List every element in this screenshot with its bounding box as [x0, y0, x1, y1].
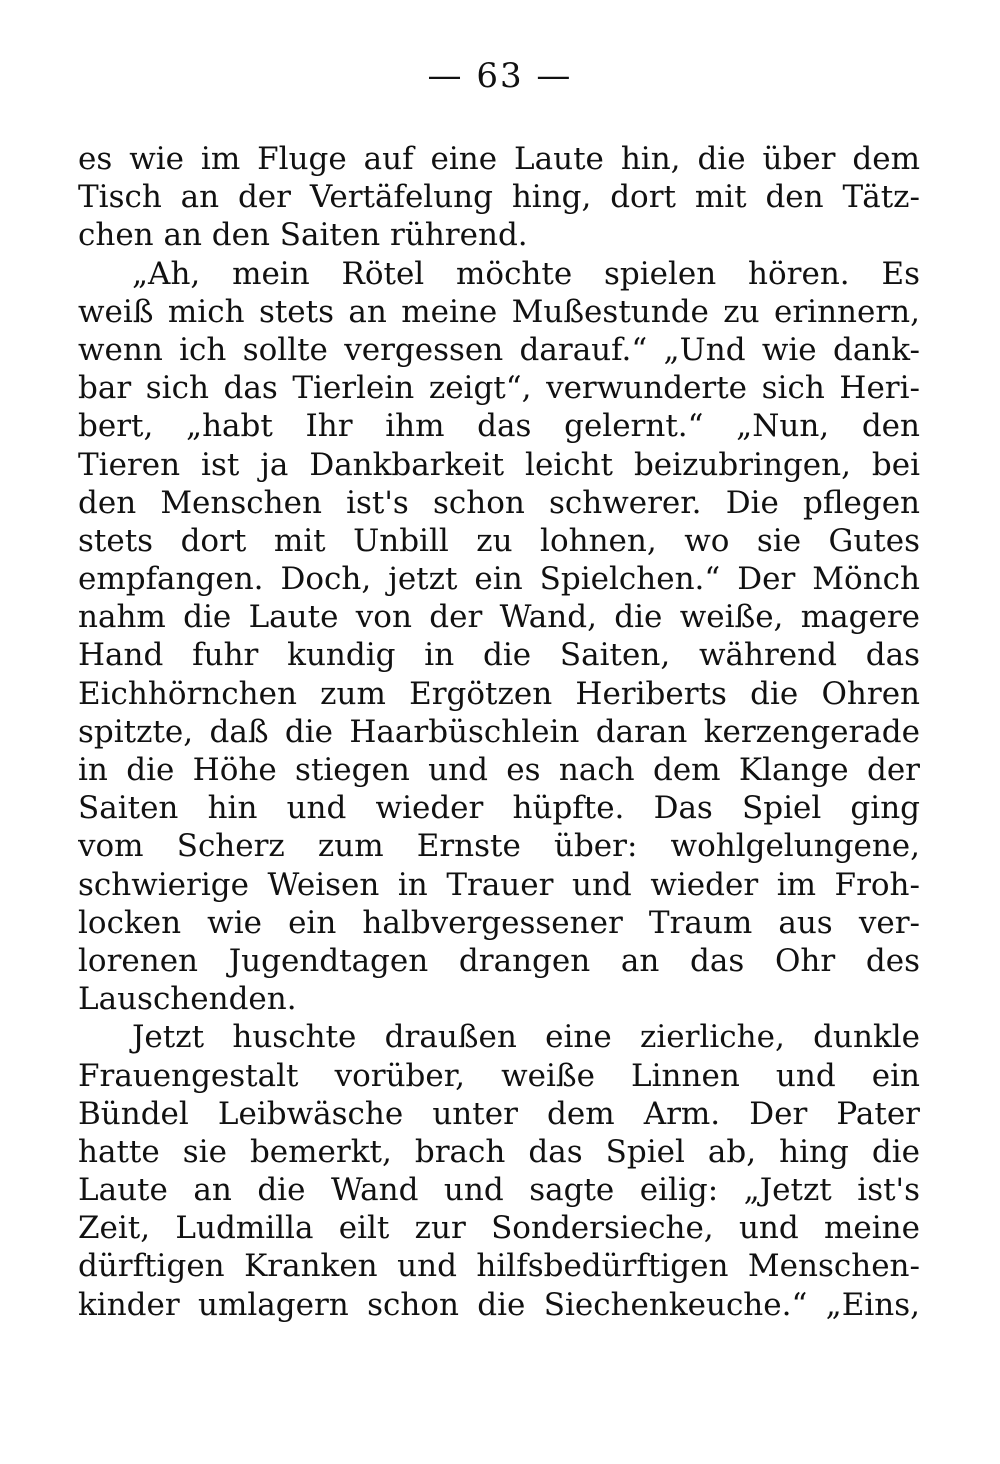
text-line: Saiten hin und wieder hüpfte. Das Spiel ging: [78, 790, 920, 827]
text-line: Bündel Leibwäsche unter dem Arm. Der Pater: [78, 1095, 920, 1132]
text-line: Zeit, Ludmilla eilt zur Sondersieche, und meine: [78, 1210, 920, 1247]
text-line: dürftigen Kranken und hilfsbedürftigen Menschen-: [78, 1248, 920, 1285]
text-line: nahm die Laute von der Wand, die weiße, magere: [78, 599, 920, 636]
text-line: es wie im Fluge auf eine Laute hin, die über dem: [78, 141, 920, 177]
text-line: Jetzt huschte draußen eine zierliche, dunkle: [132, 1019, 920, 1056]
text-line: hatte sie bemerkt, brach das Spiel ab, hing die: [78, 1133, 920, 1170]
text-line: chen an den Saiten rührend.: [78, 217, 528, 254]
text-line: locken wie ein halbvergessener Traum aus ver-: [78, 904, 920, 941]
text-line: Hand fuhr kundig in die Saiten, während das: [78, 637, 920, 674]
text-line: Tieren ist ja Dankbarkeit leicht beizubringen, bei: [78, 446, 920, 483]
text-line: lorenen Jugendtagen drangen an das Ohr des: [78, 942, 920, 979]
text-line: bert, „habt Ihr ihm das gelernt.“ „Nun, den: [78, 408, 920, 445]
text-line: kinder umlagern schon die Siechenkeuche.“ „Eins,: [78, 1286, 920, 1323]
body-text: [78, 140, 920, 1324]
text-line: Tisch an der Vertäfelung hing, dort mit den Tätz-: [78, 179, 920, 216]
text-line: Eichhörnchen zum Ergötzen Heriberts die Ohren: [78, 675, 920, 712]
text-line: „Ah, mein Rötel möchte spielen hören. Es: [132, 255, 920, 292]
text-line: den Menschen ist's schon schwerer. Die pflegen: [78, 484, 920, 521]
text-line: Laute an die Wand und sagte eilig: „Jetzt ist's: [78, 1172, 920, 1209]
text-line: spitzte, daß die Haarbüschlein daran kerzengerade: [78, 713, 920, 750]
text-line: stets dort mit Unbill zu lohnen, wo sie Gutes: [78, 522, 920, 559]
text-line: bar sich das Tierlein zeigt“, verwunderte sich Heri-: [78, 370, 920, 407]
text-line: empfangen. Doch, jetzt ein Spielchen.“ Der Mönch: [78, 561, 920, 598]
page-number: — 63 —: [427, 56, 573, 96]
text-line: vom Scherz zum Ernste über: wohlgelungene,: [78, 828, 920, 865]
text-line: weiß mich stets an meine Mußestunde zu erinnern,: [78, 293, 920, 330]
text-line: Frauengestalt vorüber, weiße Linnen und ein: [78, 1057, 920, 1094]
text-line: Lauschenden.: [78, 981, 297, 1018]
text-line: schwierige Weisen in Trauer und wieder im Froh-: [78, 866, 920, 903]
text-line: in die Höhe stiegen und es nach dem Klange der: [78, 752, 920, 788]
text-line: wenn ich sollte vergessen darauf.“ „Und wie dank-: [78, 331, 920, 368]
